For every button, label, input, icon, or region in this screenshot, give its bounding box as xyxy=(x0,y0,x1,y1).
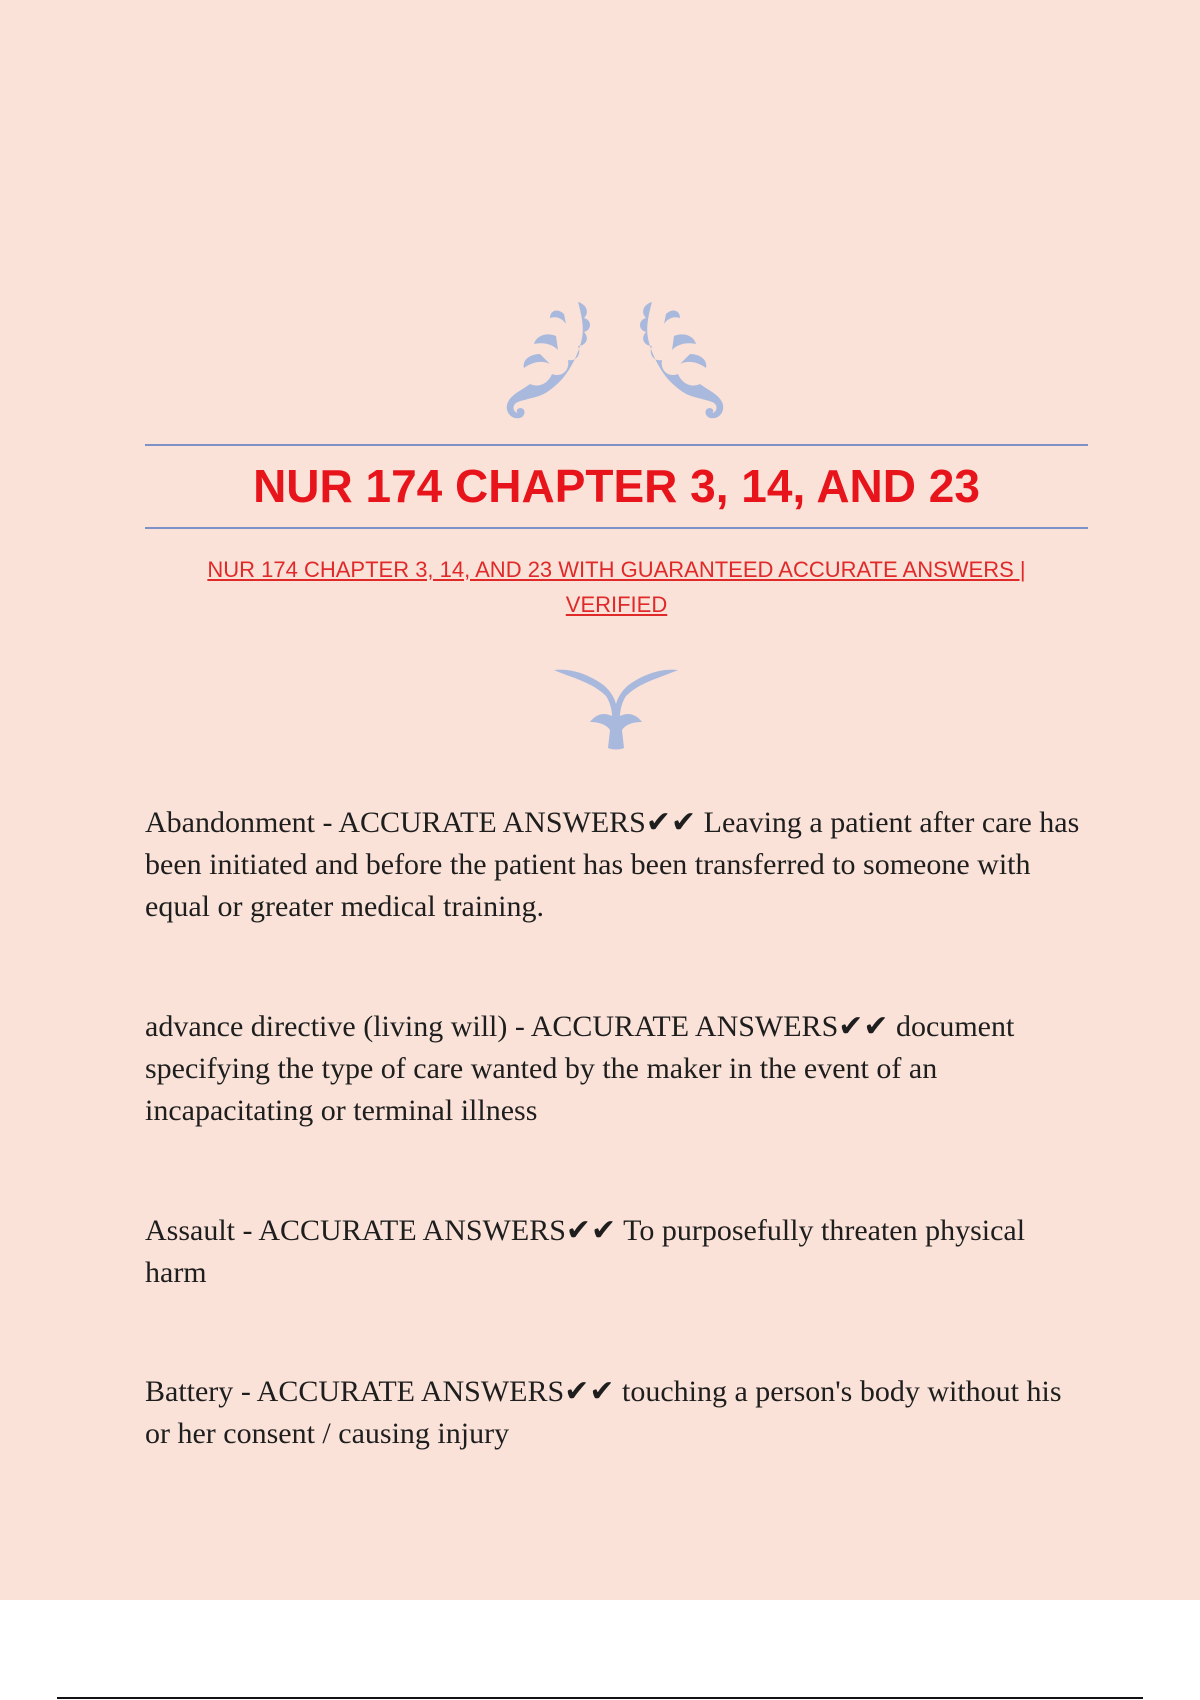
title-top-rule xyxy=(145,444,1088,446)
entry-term: Assault xyxy=(145,1214,235,1247)
entry-answer-marker: ACCURATE ANSWERS✔✔ xyxy=(258,1214,617,1247)
entry-assault xyxy=(145,1210,1090,1294)
leaf-divider-icon xyxy=(552,666,680,750)
document-title: NUR 174 CHAPTER 3, 14, AND 23 xyxy=(253,460,980,512)
entry-definition: To purposefully threaten physical harm xyxy=(145,1214,1026,1289)
entry-definition: Leaving a patient after care has been initiated and before the patient has been transferred to someone with equal or greater medical training. xyxy=(145,806,1080,923)
document-subtitle-link[interactable]: NUR 174 CHAPTER 3, 14, AND 23 WITH GUARANTEED ACCURATE ANSWERS | VERIFIED xyxy=(207,557,1026,617)
page-break-rule xyxy=(57,1697,1143,1699)
entry-term: advance directive (living will) xyxy=(145,1010,508,1043)
entry-separator: - xyxy=(235,1214,259,1247)
entry-definition: document specifying the type of care wanted by the maker in the event of an incapacitating or terminal illness xyxy=(145,1010,1015,1127)
entry-separator: - xyxy=(314,806,339,839)
entry-term: Abandonment xyxy=(145,806,315,839)
entry-answer-marker: ACCURATE ANSWERS✔✔ xyxy=(256,1375,615,1408)
floral-flourish-icon xyxy=(500,298,730,424)
entry-separator: - xyxy=(507,1010,531,1043)
entry-battery xyxy=(145,1371,1090,1455)
entry-abandonment xyxy=(145,802,1090,928)
title-bottom-rule xyxy=(145,527,1088,529)
entry-answer-marker: ACCURATE ANSWERS✔✔ xyxy=(530,1010,889,1043)
entry-answer-marker: ACCURATE ANSWERS✔✔ xyxy=(338,806,697,839)
entry-separator: - xyxy=(233,1375,257,1408)
entry-advance-directive xyxy=(145,1006,1090,1132)
entry-definition: touching a person's body without his or her consent / causing injury xyxy=(145,1375,1062,1450)
entry-term: Battery xyxy=(145,1375,234,1408)
